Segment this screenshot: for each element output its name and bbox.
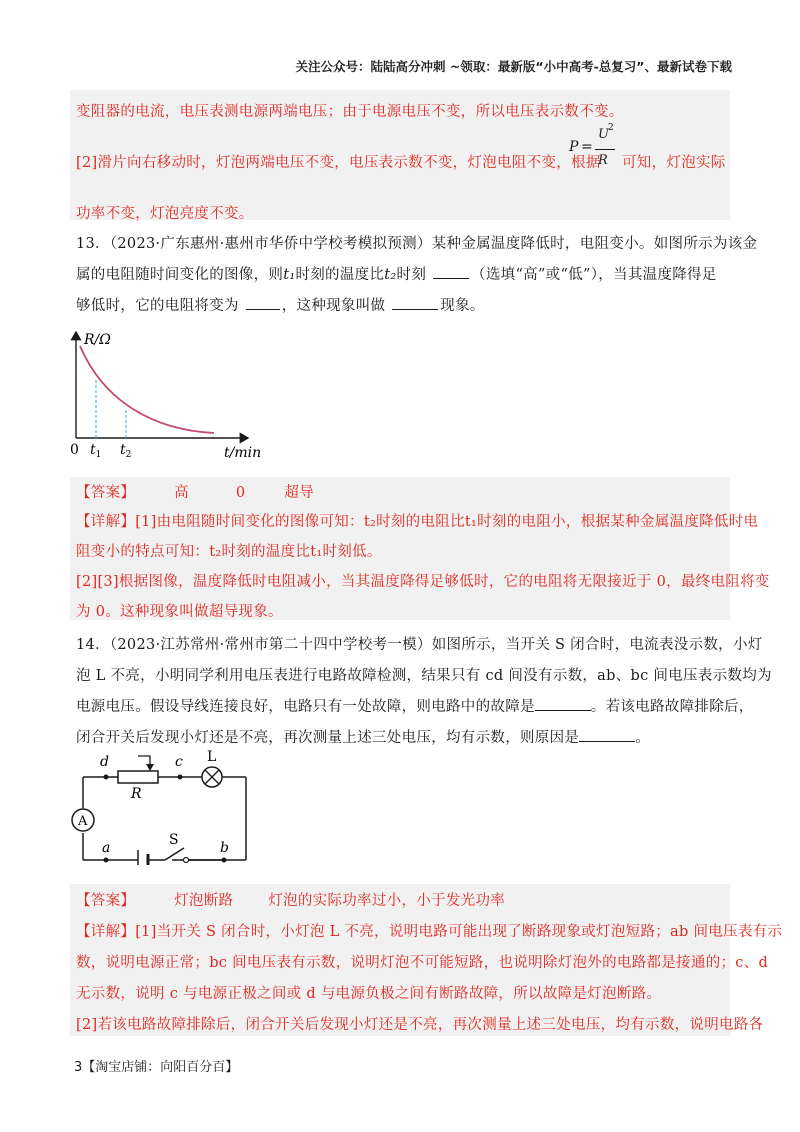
- q13-blank-2[interactable]: [246, 309, 280, 310]
- q14-detail-line-3: 无示数，说明 c 与电源正极之间或 d 与电源负极之间有断路故障，所以故障是灯泡断路。: [76, 986, 662, 1002]
- point-c-label: c: [175, 754, 183, 770]
- q14-detail-line-1: 【详解】[1]当开关 S 闭合时，小灯泡 L 不亮，说明电路可能出现了断路现象或灯泡短路；ab 间电压表有示: [76, 924, 783, 940]
- switch-lever: [165, 848, 184, 860]
- q13-line-2: 属的电阻随时间变化的图像，则t₁时刻的温度比t₂时刻 （选填“高”或“低”），当其温度降得足: [76, 267, 717, 283]
- power-formula: [569, 123, 617, 177]
- rheostat-label: R: [131, 786, 142, 802]
- point-d-label: d: [100, 754, 109, 770]
- q14-answer: 【答案】 灯泡断路 灯泡的实际功率过小，小于发光功率: [76, 893, 506, 909]
- page-header: 关注公众号：陆陆高分冲刺 ~领取：最新版“小中高考-总复习”、最新试卷下载: [295, 59, 732, 74]
- prev-answer-line-1: 变阻器的电流，电压表测电源两端电压；由于电源电压不变，所以电压表示数不变。: [76, 104, 624, 120]
- formula-p: P: [569, 139, 579, 155]
- x-axis-label: t/min: [224, 445, 262, 461]
- q13-detail-line-4: 为 0。这种现象叫做超导现象。: [76, 604, 283, 620]
- q14-detail-line-2: 数，说明电源正常；bc 间电压表有示数，说明灯泡不可能短路，也说明除灯泡外的电路都是接通的；c、d: [76, 955, 769, 971]
- q13-detail-line-2: 阻变小的特点可知：t₂时刻的温度比t₁时刻低。: [76, 544, 382, 560]
- q14-line-4: 闭合开关后发现小灯还是不亮，再次测量上述三处电压，均有示数，则原因是 。: [76, 730, 651, 746]
- prev-answer-line-2b: 可知，灯泡实际: [622, 155, 726, 171]
- prev-answer-line-2a: [2]滑片向右移动时，灯泡两端电压不变，电压表示数不变，灯泡电阻不变，根据: [76, 155, 601, 171]
- y-axis-label: R/Ω: [84, 332, 111, 348]
- rheostat-symbol: [118, 771, 158, 783]
- q14-line-2: 泡 L 不亮，小明同学利用电压表进行电路故障检测，结果只有 cd 间没有示数，ab、bc 间电压表示数均为: [76, 668, 772, 684]
- q14-detail-line-4: [2]若该电路故障排除后，闭合开关后发现小灯还是不亮，再次测量上述三处电压，均有示数，说明电路各: [76, 1017, 764, 1033]
- point-b-label: b: [220, 840, 229, 856]
- resistance-time-graph: [64, 322, 274, 467]
- circuit-diagram: [68, 750, 258, 865]
- q14-blank-1[interactable]: [535, 710, 591, 711]
- q13-blank-3[interactable]: [392, 309, 438, 310]
- q14-line-1: 14．（2023·江苏常州·常州市第二十四中学校考一模）如图所示，当开关 S 闭合时，电流表没示数，小灯: [76, 637, 763, 653]
- formula-eq: =: [581, 139, 593, 155]
- t1-label: $t_1$: [90, 442, 102, 460]
- q13-detail-line-1: 【详解】[1]由电阻随时间变化的图像可知：t₂时刻的电阻比t₁时刻的电阻小，根据某种金属温度降低时电: [76, 514, 759, 530]
- page-footer: 3【淘宝店铺：向阳百分百】: [74, 1060, 239, 1075]
- origin-label: 0: [70, 442, 79, 458]
- ammeter-label: A: [78, 814, 88, 829]
- q13-blank-1[interactable]: [433, 278, 469, 279]
- lamp-label: L: [207, 750, 217, 765]
- formula-bar: [595, 149, 615, 150]
- switch-label: S: [169, 832, 179, 848]
- q13-detail-line-3: [2][3]根据图像，温度降低时电阻减小，当其温度降得足够低时，它的电阻将无限接近于 0，最终电阻将变: [76, 574, 770, 590]
- formula-exp: 2: [608, 123, 614, 133]
- q13-line-1: 13．（2023·广东惠州·惠州市华侨中学校考模拟预测）某种金属温度降低时，电阻变小。如图所示为该金: [76, 236, 758, 252]
- q14-line-3: 电源电压。假设导线连接良好，电路只有一处故障，则电路中的故障是 。若该电路故障排除后，: [76, 699, 754, 715]
- q13-answer: 【答案】 高 0 超导: [76, 485, 314, 501]
- resistance-curve: [80, 346, 214, 433]
- prev-answer-line-3: 功率不变，灯泡亮度不变。: [76, 206, 254, 222]
- point-a-label: a: [102, 840, 111, 856]
- t2-label: $t_2$: [120, 442, 132, 460]
- formula-den: R: [598, 153, 608, 168]
- q14-blank-2[interactable]: [579, 741, 635, 742]
- q13-line-3: 够低时，它的电阻将变为 ，这种现象叫做 现象。: [76, 298, 485, 314]
- formula-num: U: [598, 127, 609, 142]
